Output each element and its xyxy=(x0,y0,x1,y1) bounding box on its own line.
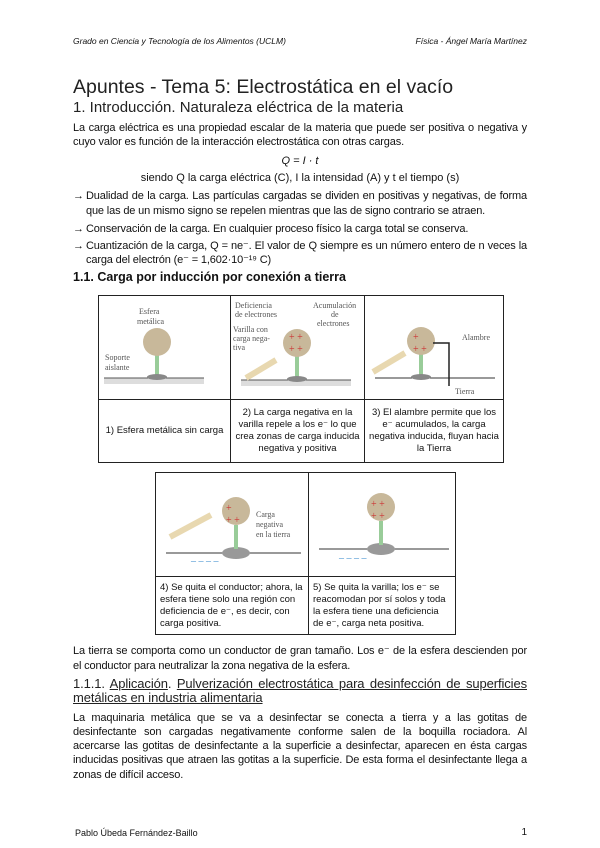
intro-paragraph: La carga eléctrica es una propiedad escalar de la materia que puede ser positiva o negativa y cuyo valor es función de la interacción electrostática con otras cargas. xyxy=(73,122,527,149)
svg-text:+ +: + + xyxy=(226,514,240,526)
sphere-illustration xyxy=(99,298,227,398)
page-number: 1 xyxy=(521,827,527,838)
bullet-conservacion: → Conservación de la carga. En cualquier proceso físico la carga total se conserva. xyxy=(73,222,469,235)
svg-text:+: + xyxy=(413,331,419,343)
subsubsection-heading: 1.1.1. Aplicación. Pulverización electrostática para desinfección de superficies metálicas en industria alimentaria xyxy=(73,675,528,706)
caption-step-4: 4) Se quita el conductor; ahora, la esfera tiene solo una región con deficiencia de e⁻, es decir, con carga positiva. xyxy=(156,577,309,635)
section-heading: 1. Introducción. Naturaleza eléctrica de la materia xyxy=(73,99,404,116)
svg-text:+ +: + + xyxy=(413,343,427,355)
svg-text:metálica: metálica xyxy=(137,316,165,326)
bullet-dualidad: → Dualidad de la carga. Las partículas cargadas se dividen en positivas y negativas, de forma que las de un mismo signo se repelen mientras que las de signo contrario se atraen. xyxy=(73,190,527,217)
arrow-icon: → xyxy=(73,222,84,235)
induction-figure-table-2 xyxy=(155,472,456,635)
svg-text:– – – –: – – – – xyxy=(339,552,367,564)
caption-step-3: 3) El alambre permite que los e⁻ acumulados, la carga negativa inducida, fluyan hacia la Tierra xyxy=(365,400,504,463)
svg-text:+ +: + + xyxy=(289,331,303,343)
svg-text:Acumulación: Acumulación xyxy=(313,300,357,310)
svg-text:en la tierra: en la tierra xyxy=(256,529,291,539)
svg-text:electrones: electrones xyxy=(317,318,350,328)
equation: Q = I · t xyxy=(281,155,319,168)
svg-text:Alambre: Alambre xyxy=(462,332,490,342)
svg-text:negativa: negativa xyxy=(256,519,284,529)
svg-text:de: de xyxy=(331,309,339,319)
figure-step-2 xyxy=(231,296,365,400)
figure-step-1 xyxy=(99,296,231,400)
caption-step-1: 1) Esfera metálica sin carga xyxy=(99,400,231,463)
svg-text:– – – –: – – – – xyxy=(191,555,219,567)
svg-text:Deficiencia: Deficiencia xyxy=(235,300,272,310)
svg-text:+ +: + + xyxy=(289,343,303,355)
svg-text:de electrones: de electrones xyxy=(235,309,277,319)
paragraph-tierra: La tierra se comporta como un conductor de gran tamaño. Los e⁻ de la esfera descienden por el conductor para neutralizar la zona negativa de la esfera. xyxy=(73,645,527,672)
svg-text:carga nega-: carga nega- xyxy=(233,333,270,343)
svg-text:Tierra: Tierra xyxy=(455,386,475,396)
svg-text:+ +: + + xyxy=(371,510,385,522)
caption-step-5: 5) Se quita la varilla; los e⁻ se reacomodan por sí solos y toda la esfera tiene una deficiencia de e⁻, carga neta positiva. xyxy=(309,577,456,635)
svg-text:Varilla con: Varilla con xyxy=(233,324,268,334)
page-title: Apuntes - Tema 5: Electrostática en el vacío xyxy=(73,76,454,98)
svg-text:aislante: aislante xyxy=(105,362,130,372)
paragraph-aplicacion: La maquinaria metálica que se va a desinfectar se conecta a tierra y a las gotitas de desinfectante son cargadas negativamente conforme salen de la boquilla rociadora. Al acercarse las gotitas de desinfectante a la superficie a desinfectar, aparecen en ésta cargas inducidas positivas que atraen las gotitas a la superficie. De esta forma el desinfectante llega a zonas de difícil acceso. xyxy=(73,711,527,781)
figure-step-4 xyxy=(156,473,309,577)
equation-legend: siendo Q la carga eléctrica (C), I la intensidad (A) y t el tiempo (s) xyxy=(140,172,460,185)
svg-text:+ +: + + xyxy=(371,498,385,510)
bullet-cuantizacion: → Cuantización de la carga, Q = ne⁻. El valor de Q siempre es un número entero de n veces la carga del electrón (e⁻ = 1,602·10⁻¹⁹ C) xyxy=(73,240,527,267)
footer-author: Pablo Úbeda Fernández-Baillo xyxy=(75,828,198,838)
svg-text:tiva: tiva xyxy=(233,342,245,352)
arrow-icon: → xyxy=(73,190,84,203)
figure-step-3 xyxy=(365,296,504,400)
svg-text:+: + xyxy=(226,502,232,514)
arrow-icon: → xyxy=(73,240,84,253)
svg-text:Soporte: Soporte xyxy=(105,352,130,362)
figure-step-5 xyxy=(309,473,456,577)
caption-step-2: 2) La carga negativa en la varilla repele a los e⁻ lo que crea zonas de carga inducida negativa y positiva xyxy=(231,400,365,463)
header-left: Grado en Ciencia y Tecnología de los Alimentos (UCLM) xyxy=(73,36,286,46)
header-right: Física - Ángel María Martínez xyxy=(415,36,527,46)
subsection-heading: 1.1. Carga por inducción por conexión a tierra xyxy=(73,270,346,285)
svg-text:Esfera: Esfera xyxy=(139,306,160,316)
svg-text:Carga: Carga xyxy=(256,509,275,519)
page-content xyxy=(73,76,527,782)
induction-figure-table-1 xyxy=(98,295,504,463)
